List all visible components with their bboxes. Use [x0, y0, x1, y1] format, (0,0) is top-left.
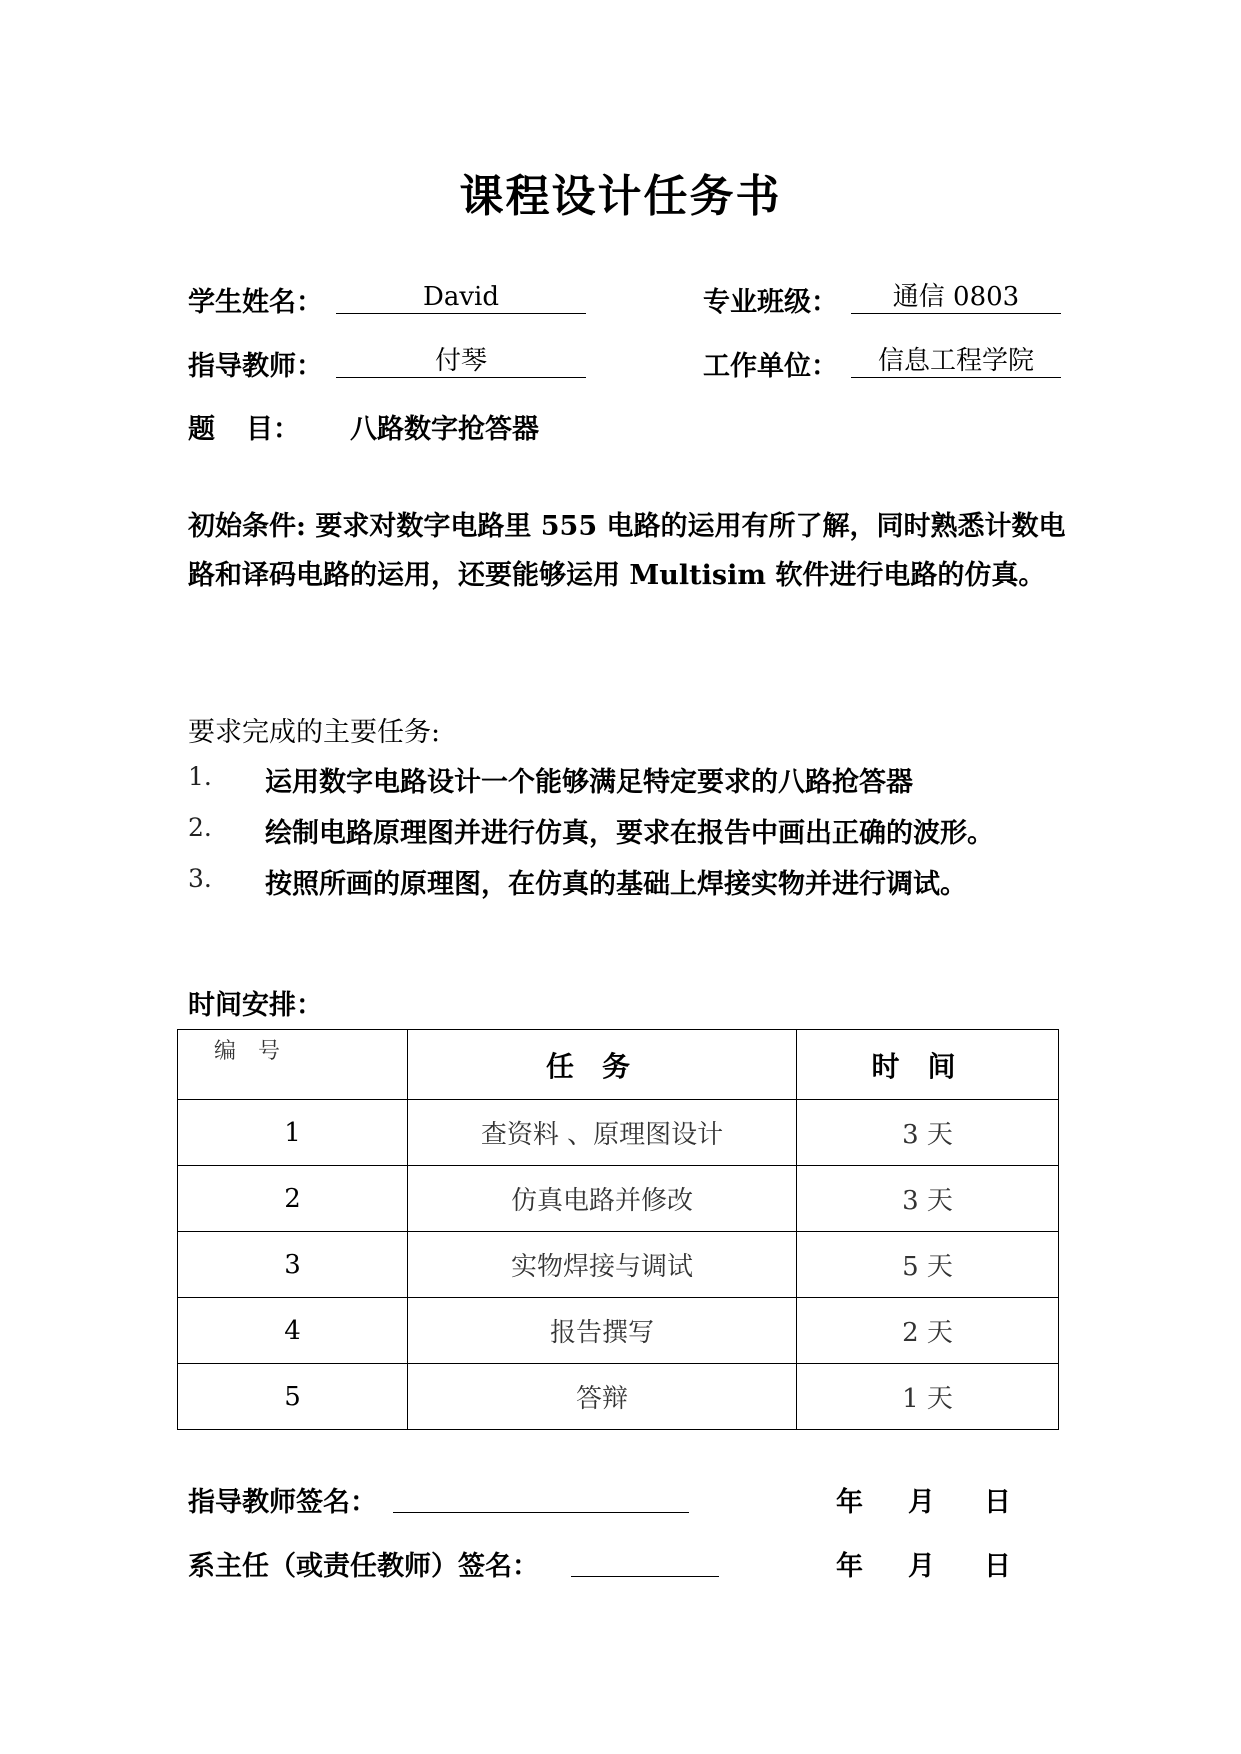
row-time: 1 天	[797, 1364, 1059, 1430]
head-sign-month: 月	[908, 1551, 935, 1582]
row-task: 查资料 、原理图设计	[408, 1100, 797, 1166]
table-row	[178, 1298, 1059, 1364]
task-item: 按照所画的原理图，在仿真的基础上焊接实物并进行调试。	[265, 869, 967, 900]
task-number: 1.	[188, 762, 212, 791]
topic-value: 八路数字抢答器	[350, 414, 539, 445]
row-time: 3 天	[797, 1100, 1059, 1166]
row-number: 2	[178, 1166, 408, 1232]
advisor-signature-label: 指导教师签名：	[188, 1487, 377, 1518]
advisor-sign-year: 年	[836, 1487, 863, 1518]
advisor-signature-field[interactable]	[393, 1482, 689, 1513]
row-time: 2 天	[797, 1298, 1059, 1364]
advisor-field[interactable]: 付琴	[336, 345, 586, 378]
schedule-heading: 时间安排：	[188, 990, 323, 1021]
work-unit-field[interactable]: 信息工程学院	[851, 345, 1061, 378]
head-sign-day: 日	[984, 1551, 1011, 1582]
advisor-sign-day: 日	[984, 1487, 1011, 1518]
row-task: 报告撰写	[408, 1298, 797, 1364]
student-name-field[interactable]: David	[336, 281, 586, 314]
row-task: 实物焊接与调试	[408, 1232, 797, 1298]
head-signature-label: 系主任（或责任教师）签名：	[188, 1551, 539, 1582]
task-item: 绘制电路原理图并进行仿真，要求在报告中画出正确的波形。	[265, 818, 994, 849]
column-header-time: 时间	[797, 1030, 1059, 1100]
row-time: 5 天	[797, 1232, 1059, 1298]
head-signature-field[interactable]	[571, 1546, 719, 1577]
schedule-table	[177, 1029, 1059, 1430]
table-row	[178, 1100, 1059, 1166]
advisor-sign-month: 月	[908, 1487, 935, 1518]
column-header-number: 编号	[178, 1030, 408, 1100]
topic-label-first: 题	[188, 414, 215, 445]
row-number: 5	[178, 1364, 408, 1430]
table-row	[178, 1166, 1059, 1232]
task-number: 3.	[188, 864, 212, 893]
major-class-field[interactable]: 通信 0803	[851, 281, 1061, 314]
row-task: 答辩	[408, 1364, 797, 1430]
table-row	[178, 1232, 1059, 1298]
table-row	[178, 1364, 1059, 1430]
initial-conditions: 初始条件: 要求对数字电路里 555 电路的运用有所了解，同时熟悉计数电路和译码电路的运用，还要能够运用 Multisim 软件进行电路的仿真。	[188, 511, 1066, 591]
table-header-row	[178, 1030, 1059, 1100]
work-unit-label: 工作单位：	[703, 351, 838, 382]
major-class-label: 专业班级：	[703, 287, 838, 318]
page-title: 课程设计任务书	[459, 171, 782, 222]
task-item: 运用数字电路设计一个能够满足特定要求的八路抢答器	[265, 767, 913, 798]
task-number: 2.	[188, 813, 212, 842]
tasks-heading: 要求完成的主要任务:	[188, 717, 441, 748]
row-number: 4	[178, 1298, 408, 1364]
row-number: 1	[178, 1100, 408, 1166]
head-sign-year: 年	[836, 1551, 863, 1582]
column-header-task: 任务	[408, 1030, 797, 1100]
row-number: 3	[178, 1232, 408, 1298]
row-time: 3 天	[797, 1166, 1059, 1232]
student-name-label: 学生姓名：	[188, 287, 323, 318]
row-task: 仿真电路并修改	[408, 1166, 797, 1232]
topic-label-second: 目：	[246, 414, 300, 445]
advisor-label: 指导教师：	[188, 351, 323, 382]
